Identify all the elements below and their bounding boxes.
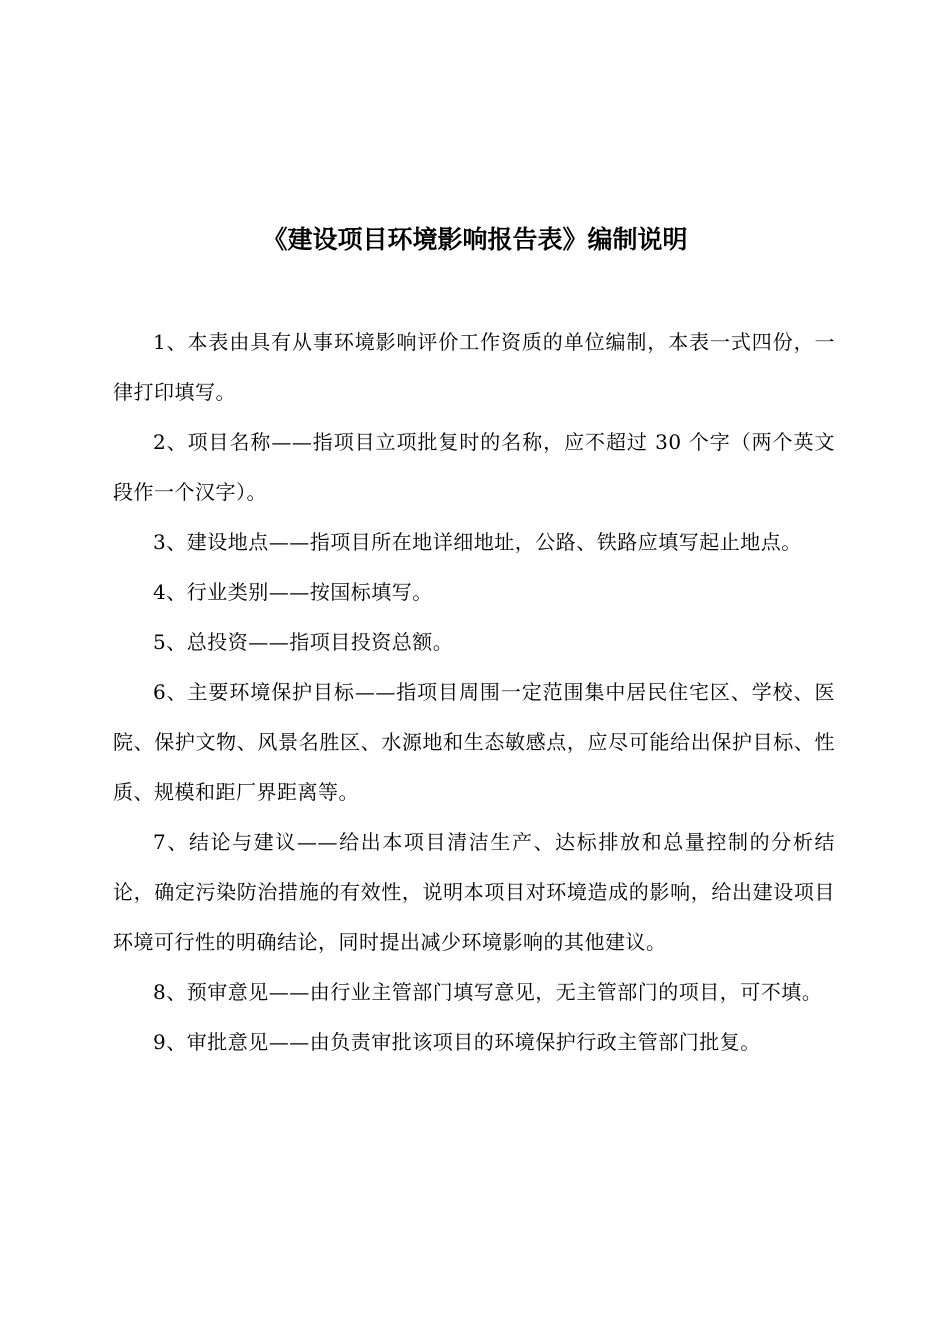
document-title: 《建设项目环境影响报告表》编制说明 [262,225,688,254]
instruction-item-8: 8、预审意见——由行业主管部门填写意见，无主管部门的项目，可不填。 [153,980,823,1004]
instruction-item-2: 2、项目名称——指项目立项批复时的名称，应不超过 30 个字（两个英文段作一个汉字）。 [113,430,835,504]
instruction-item-7: 7、结论与建议——给出本项目清洁生产、达标排放和总量控制的分析结论，确定污染防治措施的有效性，说明本项目对环境造成的影响，给出建设项目环境可行性的明确结论，同时提出减少环境影响的其他建议。 [113,830,835,954]
instruction-item-6: 6、主要环境保护目标——指项目周围一定范围集中居民住宅区、学校、医院、保护文物、风景名胜区、水源地和生态敏感点，应尽可能给出保护目标、性质、规模和距厂界距离等。 [113,680,835,804]
instruction-item-4: 4、行业类别——按国标填写。 [153,580,433,604]
instruction-item-9: 9、审批意见——由负责审批该项目的环境保护行政主管部门批复。 [153,1030,761,1054]
instruction-item-1: 1、本表由具有从事环境影响评价工作资质的单位编制，本表一式四份，一律打印填写。 [113,330,835,404]
instructions-list [113,317,835,1067]
instruction-item-5: 5、总投资——指项目投资总额。 [153,630,454,654]
instruction-item-3: 3、建设地点——指项目所在地详细地址，公路、铁路应填写起止地点。 [153,530,802,554]
